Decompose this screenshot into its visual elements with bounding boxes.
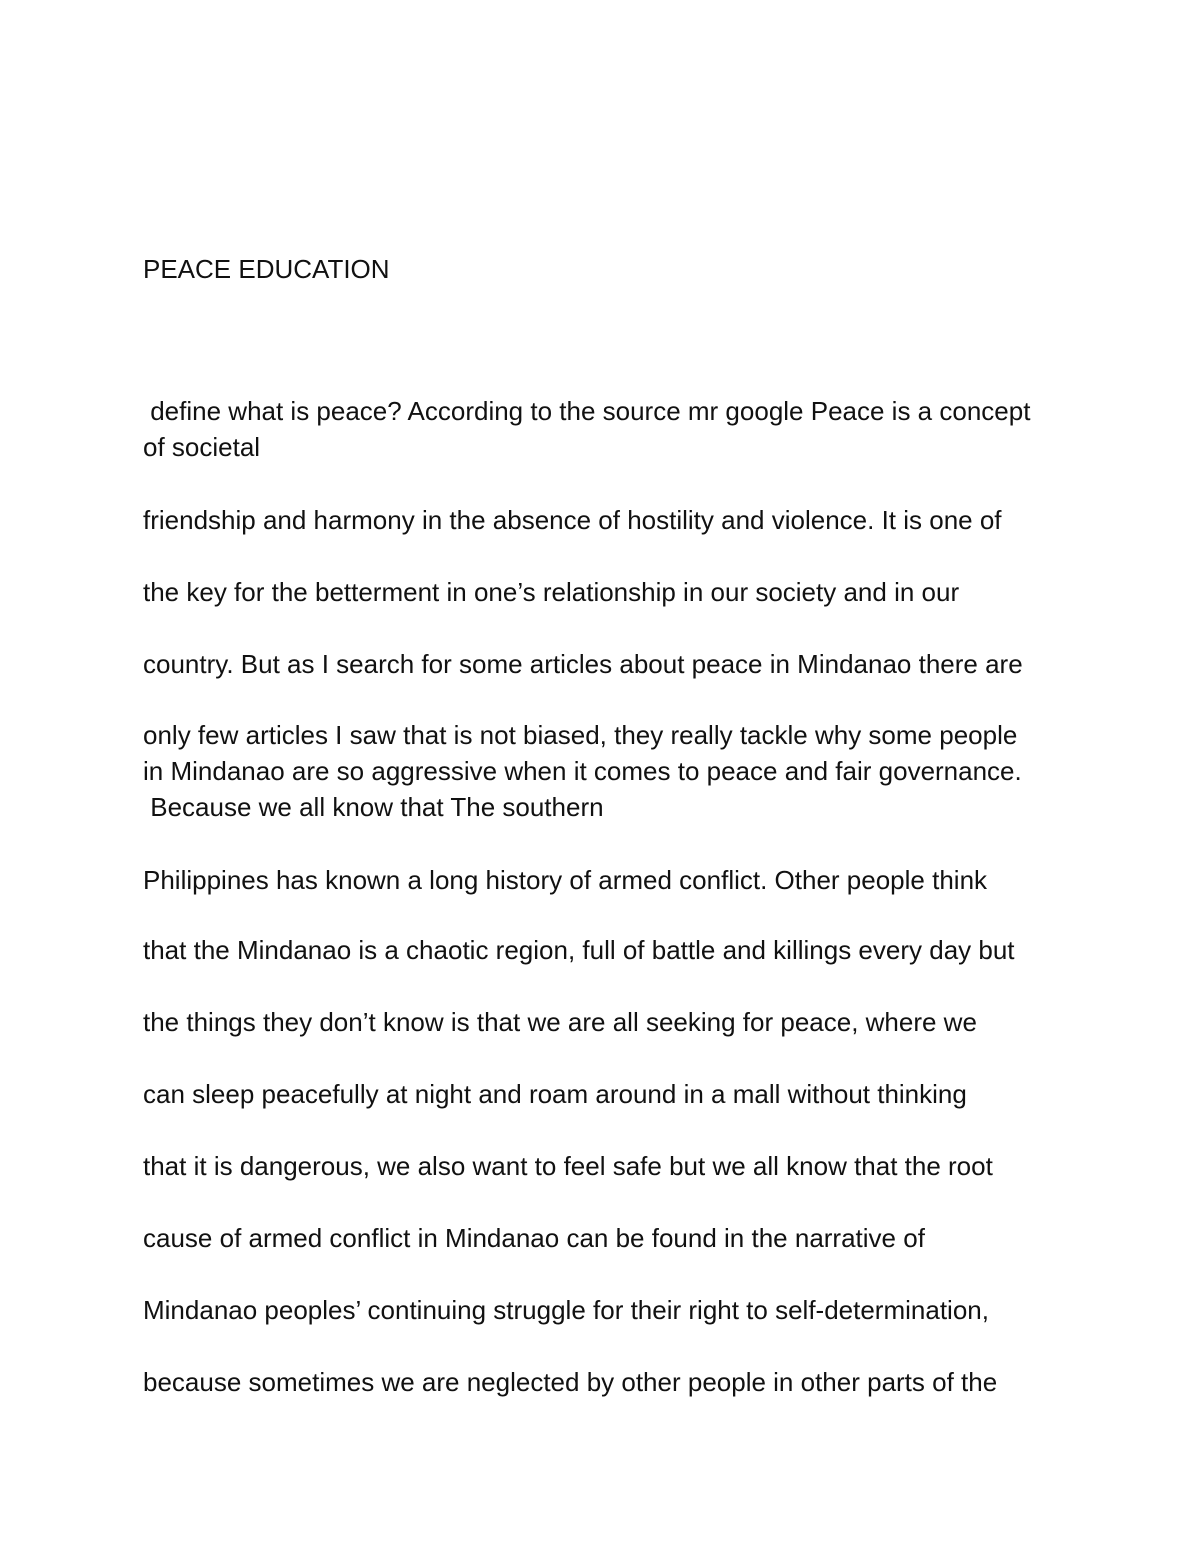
body-line: that the Mindanao is a chaotic region, full of battle and killings every day but xyxy=(143,935,1015,965)
body-line: that it is dangerous, we also want to feel safe but we all know that the root xyxy=(143,1151,993,1181)
body-line: Mindanao peoples’ continuing struggle for their right to self-determination, xyxy=(143,1295,989,1325)
body-line: of societal xyxy=(143,432,261,462)
body-line: friendship and harmony in the absence of hostility and violence. It is one of xyxy=(143,505,1002,535)
body-line: the key for the betterment in one’s relationship in our society and in our xyxy=(143,577,960,607)
body-line: the things they don’t know is that we are all seeking for peace, where we xyxy=(143,1007,977,1037)
body-line: in Mindanao are so aggressive when it comes to peace and fair governance. xyxy=(143,756,1022,786)
body-line: country. But as I search for some articles about peace in Mindanao there are xyxy=(143,649,1023,679)
body-line: cause of armed conflict in Mindanao can be found in the narrative of xyxy=(143,1223,925,1253)
body-line: only few articles I saw that is not biased, they really tackle why some people xyxy=(143,720,1018,750)
body-line: can sleep peacefully at night and roam around in a mall without thinking xyxy=(143,1079,967,1109)
document-title: PEACE EDUCATION xyxy=(143,254,390,284)
body-line: because sometimes we are neglected by other people in other parts of the xyxy=(143,1367,998,1397)
body-line: Philippines has known a long history of armed conflict. Other people think xyxy=(143,865,988,895)
body-line: define what is peace? According to the source mr google Peace is a concept xyxy=(143,396,1031,426)
body-line: Because we all know that The southern xyxy=(143,792,604,822)
